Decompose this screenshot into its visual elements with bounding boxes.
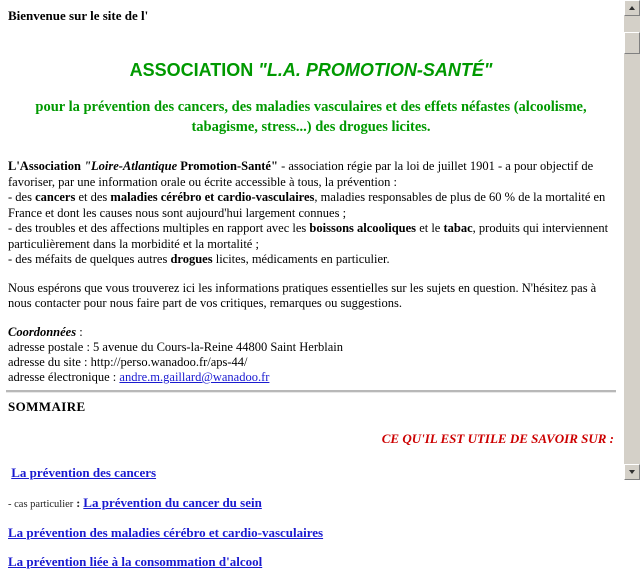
toc-sub-colon: :: [73, 496, 84, 510]
postal-address-label: adresse postale :: [8, 340, 94, 354]
link-prevention-alcool[interactable]: La prévention liée à la consommation d'alcool: [8, 554, 263, 569]
association-title-quoted: "L.A. PROMOTION-SANTÉ": [258, 60, 493, 80]
intro-assoc-label: L'Association: [8, 159, 85, 173]
email-link[interactable]: andre.m.gaillard@wanadoo.fr: [119, 370, 270, 384]
site-address-value: http://perso.wanadoo.fr/aps-44/: [90, 355, 248, 369]
link-prevention-cancer-sein[interactable]: La prévention du cancer du sein: [83, 495, 262, 510]
sommaire-heading: SOMMAIRE: [8, 399, 86, 414]
bullet-2-tail: , produits qui interviennent particulièrement dans la morbidité et la mortalité ;: [8, 221, 609, 251]
bullet-1-mid: et des: [75, 190, 111, 204]
scrollbar-track[interactable]: [624, 16, 640, 464]
welcome-heading: Bienvenue sur le site de l': [8, 8, 149, 23]
association-subtitle-line2: tabagisme, stress...) des drogues licites.: [191, 119, 431, 135]
bullet-2-mid: et le: [416, 221, 444, 235]
intro-assoc-rest: - association régie par la loi de juillet 1901 - a pour objectif de favoriser, par une information orale ou écrite accessible à tous, la prévention :: [8, 159, 594, 189]
bullet-1-tail: , maladies responsables de plus de 60 % de la mortalité en France et dont les causes nous sont aujourd'hui largement connues ;: [8, 190, 606, 220]
toc-entry-cardio: [8, 525, 616, 541]
intro-assoc-bold: Promotion-Santé": [177, 159, 278, 173]
toc-entry-alcool-clipped: [8, 554, 616, 569]
bullet-3-bold-drogues: drogues: [170, 252, 213, 266]
scroll-down-arrow-glyph: [629, 470, 635, 474]
coordonnees-heading-colon: :: [76, 324, 83, 339]
bullet-2-bold-alcool: boissons alcooliques: [309, 221, 417, 235]
link-prevention-cancers[interactable]: La prévention des cancers: [11, 465, 157, 480]
site-address-label: adresse du site :: [8, 355, 91, 369]
bullet-3-lead: - des méfaits de quelques autres: [8, 252, 171, 266]
scroll-up-arrow-icon[interactable]: [624, 0, 640, 16]
bullet-3-tail: licites, médicaments en particulier.: [212, 252, 390, 266]
section-divider: [6, 390, 616, 393]
scrollbar-thumb[interactable]: [624, 32, 640, 54]
coordonnees-heading: Coordonnées: [8, 324, 77, 339]
vertical-scrollbar[interactable]: [624, 0, 640, 480]
bullet-2-bold-tabac: tabac: [443, 221, 473, 235]
bullet-1-lead: - des: [8, 190, 36, 204]
toc-entry-cancer-sein: [8, 495, 616, 511]
association-subtitle-line1: pour la prévention des cancers, des maladies vasculaires et des effets néfastes (alcoolisme,: [35, 99, 587, 115]
email-address-label: adresse électronique :: [8, 370, 120, 384]
bullet-2-lead: - des troubles et des affections multiples en rapport avec les: [8, 221, 310, 235]
closing-paragraph: Nous espérons que vous trouverez ici les informations pratiques essentielles sur les sujets en question. N'hésitez pas à nous contacter pour nous faire part de vos critiques, remarques ou suggestions.: [8, 280, 597, 310]
association-title: [6, 60, 616, 81]
bullet-1-bold-cancers: cancers: [35, 190, 76, 204]
postal-address-line: [8, 340, 614, 355]
email-address-line: [8, 370, 614, 385]
coordonnees-block: [8, 325, 614, 386]
savoir-note: CE QU'IL EST UTILE DE SAVOIR SUR :: [381, 431, 614, 446]
association-title-main: ASSOCIATION: [129, 60, 259, 80]
bullet-1-bold-maladies: maladies cérébro et cardio-vasculaires: [110, 190, 315, 204]
link-prevention-cardio-vasculaires[interactable]: La prévention des maladies cérébro et cardio-vasculaires: [8, 525, 324, 540]
association-subtitle: [24, 97, 598, 137]
toc-entry-cancers: [8, 465, 616, 481]
scroll-down-arrow-icon[interactable]: [624, 464, 640, 480]
postal-address-value: 5 avenue du Cours-la-Reine 44800 Saint Herblain: [93, 340, 343, 354]
site-address-line: [8, 355, 614, 370]
intro-paragraph: [8, 159, 614, 268]
scroll-up-arrow-glyph: [629, 6, 635, 10]
toc-sub-prefix: - cas particulier: [8, 499, 74, 510]
intro-assoc-italic: "Loire-Atlantique: [84, 159, 178, 173]
